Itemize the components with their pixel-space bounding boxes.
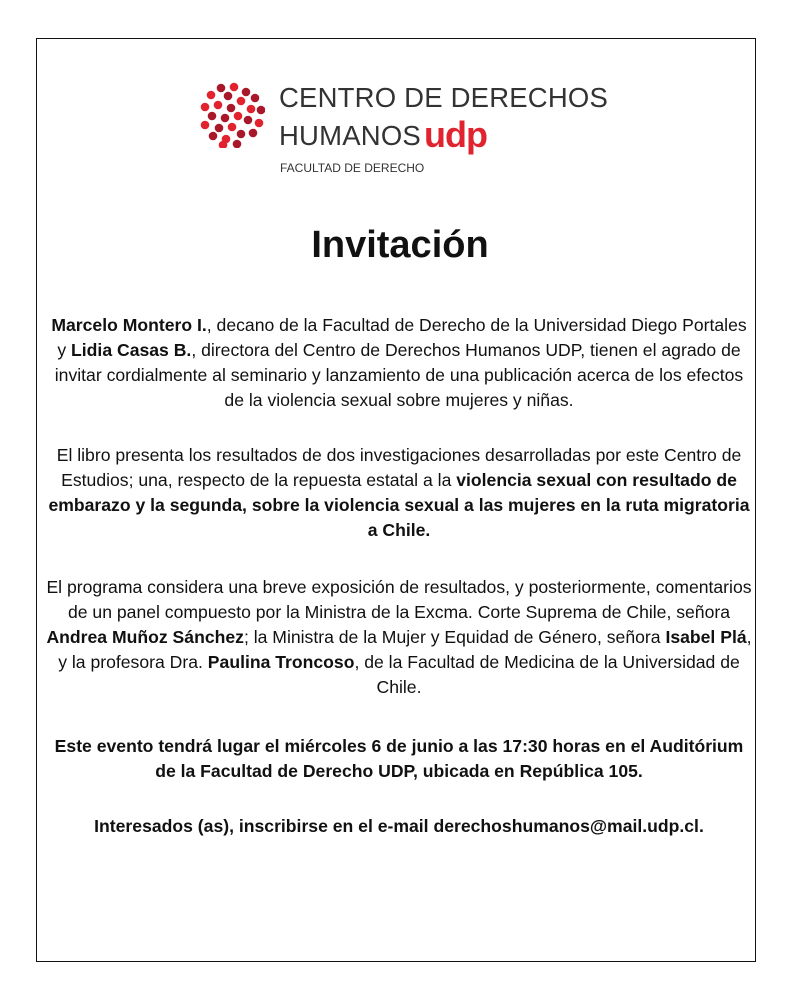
logo-dot bbox=[215, 124, 224, 133]
book-paragraph bbox=[46, 443, 752, 543]
logo-dot bbox=[209, 132, 218, 141]
intro-paragraph bbox=[46, 313, 752, 413]
cdh-udp-logo bbox=[199, 82, 619, 182]
host-name-2: Lidia Casas B. bbox=[71, 340, 192, 360]
host-name-1: Marcelo Montero I. bbox=[51, 315, 207, 335]
logo-dot bbox=[249, 129, 258, 138]
dots-logo-icon bbox=[199, 82, 265, 148]
intro-text-2: , directora del Centro de Derechos Humanos UDP, tienen el agrado de invitar cordialmente al seminario y lanzamiento de una publicación acerca de los efectos de la violencia sexual sobre mujeres y niñas. bbox=[54, 340, 744, 410]
logo-dot bbox=[230, 83, 239, 92]
registration-info bbox=[46, 814, 752, 839]
registration-text: Interesados (as), inscribirse en el e-mail bbox=[94, 816, 434, 836]
panelist-2: Isabel Plá bbox=[665, 627, 747, 647]
logo-dot bbox=[201, 103, 210, 112]
logo-udp-brand: udp bbox=[423, 114, 487, 155]
logo-dot bbox=[214, 101, 223, 110]
panelist-3: Paulina Troncoso bbox=[207, 652, 355, 672]
logo-dot bbox=[208, 112, 217, 121]
logo-dot bbox=[201, 121, 210, 130]
program-text-3: , y la profesora Dra. bbox=[58, 627, 752, 672]
logo-dot bbox=[257, 106, 265, 115]
book-text-1: El libro presenta los resultados de dos investigaciones desarrolladas por este Centro de Estudios; una, respecto de la repuesta estatal a la bbox=[56, 445, 742, 490]
registration-email[interactable]: derechoshumanos@mail.udp.cl bbox=[433, 816, 699, 836]
logo-dot bbox=[242, 88, 251, 97]
logo-dot bbox=[228, 123, 237, 132]
page-title: Invitación bbox=[311, 224, 489, 266]
panelist-1: Andrea Muñoz Sánchez bbox=[46, 627, 244, 647]
logo-line-1: CENTRO DE DERECHOS bbox=[279, 82, 609, 113]
program-paragraph bbox=[46, 575, 752, 700]
logo-dot bbox=[217, 84, 226, 93]
logo-subtitle: FACULTAD DE DERECHO bbox=[280, 161, 425, 175]
logo-dot bbox=[244, 116, 253, 125]
program-text-4: , de la Facultad de Medicina de la Universidad de Chile. bbox=[354, 652, 740, 697]
program-text-2: ; la Ministra de la Mujer y Equidad de Género, señora bbox=[243, 627, 666, 647]
logo-line-2 bbox=[279, 114, 487, 155]
logo-dot bbox=[233, 140, 242, 148]
logo-humanos: HUMANOS bbox=[279, 120, 421, 151]
logo-dot bbox=[247, 105, 256, 114]
logo-dot bbox=[237, 130, 246, 139]
intro-text-1: , decano de la Facultad de Derecho de la Universidad Diego Portales y bbox=[57, 315, 747, 360]
logo-dot bbox=[255, 119, 264, 128]
logo-dot bbox=[221, 114, 230, 123]
logo-dot bbox=[207, 91, 216, 100]
logo-dot bbox=[237, 97, 246, 106]
logo-dot bbox=[224, 92, 233, 101]
book-topics: violencia sexual con resultado de embarazo y la segunda, sobre la violencia sexual a las mujeres en la ruta migratoria a Chile. bbox=[48, 470, 750, 540]
event-info: Este evento tendrá lugar el miércoles 6 de junio a las 17:30 horas en el Auditórium de la Facultad de Derecho UDP, ubicada en República 105. bbox=[54, 736, 744, 781]
registration-end: . bbox=[698, 816, 704, 836]
logo-dot bbox=[227, 104, 236, 113]
program-text-1: El programa considera una breve exposición de resultados, y posteriormente, comentarios de un panel compuesto por la Ministra de la Excma. Corte Suprema de Chile, señora bbox=[46, 577, 752, 622]
logo-dot bbox=[234, 112, 243, 121]
logo-dot bbox=[251, 94, 260, 103]
